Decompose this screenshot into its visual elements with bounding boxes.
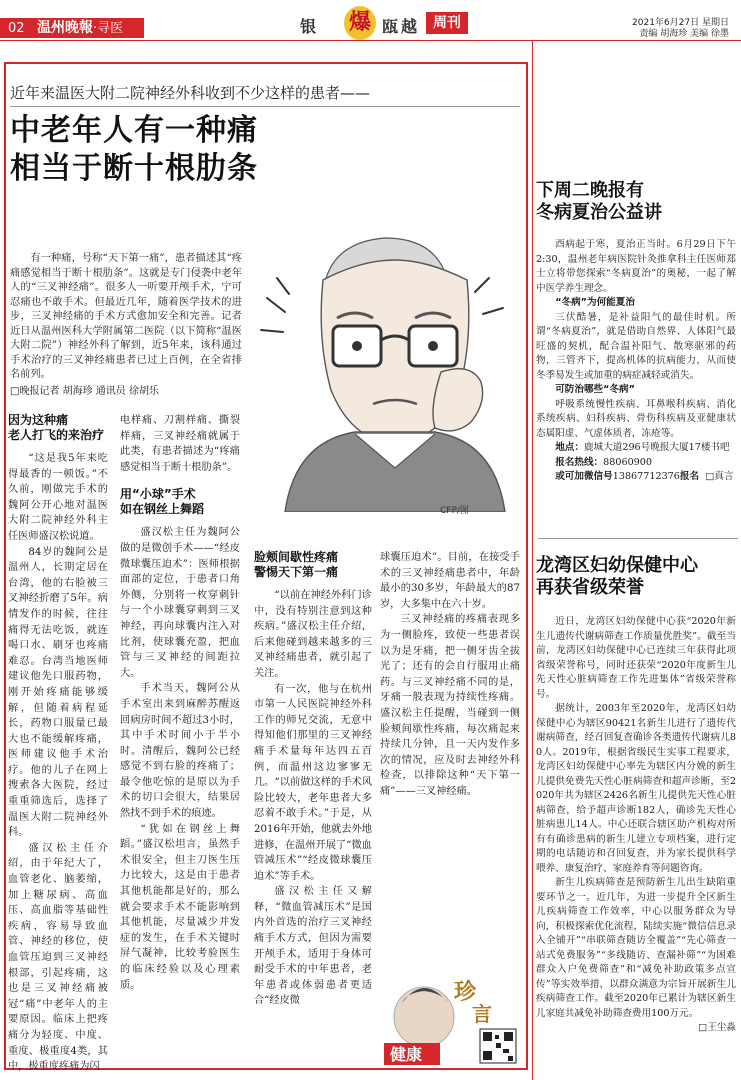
hand-shape (433, 369, 483, 431)
phone-label: 报名热线： (555, 456, 604, 468)
col4-paragraph: 球囊压迫术”。目前，在接受手术的三叉神经痛患者中，年龄最小的30多岁，年龄最大的87岁，大多集中在六十岁。 (380, 552, 520, 610)
col3-subhead: 脸颊间歇性疼痛 警惕天下第一痛 (254, 550, 339, 579)
col1-paragraph: 盛汉松主任介绍，由于年纪大了，血管老化、脑萎缩，加上糖尿病、高血压、高血脂等基础性疾病，容易导致血管、神经的移位，使血管压迫到三叉神经根部，引起疼痛，这也是三叉神经痛被冠“痛”中老年人的主要原因。临床上把疼痛分为轻度、中度、重度、极重度4类，其中，极重度疼痛为闪 (8, 842, 108, 1073)
photo-credit: CFP/图 (440, 506, 469, 516)
event-wechat (536, 470, 736, 485)
col2-paragraph: “犹如在钢丝上舞蹈。”盛汉松坦言，虽然手术很安全，但主刀医生压力比较大，这是由于患者其他机能都是好的，那么就会要求手术不能影响到其他机能，尽量减少并发症的发生，在手术关键时屏气凝神，比较考验医生的临床经验以及心理素质。 (120, 823, 240, 991)
masthead-logo (300, 6, 465, 40)
column-rule (532, 40, 533, 1080)
paper-name: 温州晚報 (36, 20, 93, 36)
sidebar1-author: □真言 (705, 471, 734, 482)
phone-value: 88060900 (603, 456, 652, 468)
col1-paragraph: 84岁的魏阿公是温州人，长期定居在台湾，他的右脸被三叉神经折磨了5年。病情发作的时候，往往痛得无法吃饭，就连喝口水、刷牙也疼痛难忍。台湾当地医师建议他先口服药物，刚开始疼痛能够缓解，但随着病程延长，药物口服量已最大也不能缓解疼痛，医师建议他手术治疗。他的儿子在网上搜索各大医院，经过重重筛选后，选择了温医大附二院神经外科。 (8, 546, 108, 839)
sidebar1-subhead: 可防治哪些“冬病” (555, 384, 635, 395)
quote-word-zhen: 珍 (454, 979, 477, 1005)
event-phone (536, 456, 736, 471)
sidebar-article-1 (536, 180, 736, 485)
article-column-2 (120, 413, 240, 993)
col2-paragraph: 电样痛、刀割样痛、撕裂样痛，三叉神经痛就属于此类，有患者描述为“疼痛感觉相当于断十根肋条”。 (120, 415, 240, 473)
reporter-avatar (394, 987, 454, 1047)
elderly-man-illustration (245, 222, 525, 512)
issue-date (632, 18, 729, 40)
col2-subhead: 用“小球”手术 如在钢丝上舞蹈 (120, 487, 205, 517)
sidebar2-paragraph: 据统计，2003年至2020年，龙湾区妇幼保健中心为辖区90421名新生儿进行了遗传代谢病筛查，经召回复查确诊各类遗传代谢病儿80人。2019年，根据省级民生实事工程要求，龙湾区妇幼保健中心率先为辖区内分娩的新生儿提供免费先天性心脏病筛查和超声诊断，至2020年共为辖区2426名新生儿提供先天性心脏病筛查，给予超声诊断182人，确诊先天性心脏病患儿14人。中心还联合辖区助产机构对所有有确诊患病的新生儿建立专项档案，进行定期的电话随访和召回复查，并为家长提供科学喂养、康复治疗、家庭养育等问题咨询。 (536, 703, 736, 874)
wechat-suffix: 报名 (679, 471, 700, 482)
sidebar-article-2 (536, 555, 736, 1036)
col2-paragraph: 手术当天，魏阿公从手术室出来到麻醉苏醒返回病房时间不超过3小时，其中手术时间小于半小时。清醒后，魏阿公已经感觉不到右脸的疼痛了；最令他吃惊的是原以为手术的切口会很大，结果居然找不到手术的痕迹。 (120, 683, 240, 820)
headline-line-1: 中老年人有一种痛 (10, 113, 258, 148)
masthead-right: 瓯越 (382, 17, 421, 36)
event-place (536, 441, 736, 456)
wechat-label: 或可加微信号 (555, 471, 613, 482)
page-number: 02 (8, 21, 25, 36)
kicker-rule (10, 106, 520, 107)
date-text: 2021年6月27日 星期日 (632, 18, 729, 28)
article-byline: □晚报记者 胡海珍 通讯员 徐胡乐 (10, 386, 159, 397)
masthead-tag: 周刊 (426, 12, 468, 34)
col1-subhead: 因为这种痛 老人打飞的来治疗 (8, 413, 105, 442)
masthead-left: 银 (300, 17, 320, 36)
masthead-burst: 爆 (344, 6, 376, 40)
page-header (0, 0, 741, 40)
place-value: 鹿城大道296号晚报大厦17楼书吧 (583, 442, 730, 453)
wechat-value: 13867712376 (612, 471, 680, 482)
article-intro: 有一种痛，号称“天下第一痛”，患者描述其“疼痛感觉相当于断十根肋条”。这就是专门侵袭中老年人的“三叉神经痛”。很多人一听要开颅手术，宁可忍痛也不敢手术。但最近几年，随着医学技术的进步，三叉神经痛的手术方式愈加安全和完善。记者近日从温州医科大学附属第二医院（以下简称“温医大附二院”）神经外科了解到，近5年来，该科通过手术治疗的三叉神经痛患者已过上百例，在全省排名前列。 (10, 253, 242, 380)
page-section-bar (0, 18, 144, 38)
sidebar2-paragraph: 近日，龙湾区妇幼保健中心获“2020年新生儿遗传代谢病筛查工作质量优胜奖”。截至当前，龙湾区妇幼保健中心已连续三年获得此项省级荣誉称号，同时还获荣“2020年度新生儿先天性心脏病筛查工作先进集体”省级荣誉称号。 (536, 616, 736, 700)
col3-paragraph: “以前在神经外科门诊中，没有特别注意到这种疾病。”盛汉松主任介绍，后来他碰到越来越多的三叉神经痛患者，就引起了关注。 (254, 590, 372, 679)
article-column-3 (254, 550, 372, 1009)
sidebar1-subhead: “冬病”为何能夏治 (555, 297, 635, 308)
sidebar1-paragraph: 呼吸系统慢性疾病、耳鼻喉科疾病、消化系统疾病、妇科疾病、骨伤科疾病及亚健康状态属阳虚、气虚体质者，冻疮等。 (536, 398, 736, 439)
qr-code-icon (480, 1029, 516, 1063)
col3-paragraph: 盛汉松主任又解释，“微血管减压术”是国内外首选的治疗三叉神经痛手术方式，但因为需要开颅手术，适用于身体可耐受手术的中年患者，老年患者或体弱患者更适合“经皮微 (254, 886, 372, 1007)
section-name: ·寻医 (92, 21, 124, 36)
headline-line-2: 相当于断十根肋条 (10, 151, 258, 186)
article-column-1 (8, 413, 108, 1075)
sidebar1-paragraph: 酉病起于寒，夏治正当时。6月29日下午2:30，温州老年病医院针灸推拿科主任医师郑士立将带您探索“冬病夏治”的奥秘，一起了解中医学养生理念。 (536, 239, 736, 294)
col3-paragraph: 有一次，他与在杭州市第一人民医院神经外科工作的师兄交流，无意中得知他们那里的三叉神经痛手术量每年达四五百例，而温州这边寥寥无几。“以前做这样的手术风险比较大，老年患者大多忍着不敢手术。”于是，从2016年开始，他就去外地进修，在温州开展了“微血管减压术”“经皮微球囊压迫术”等手术。 (254, 683, 372, 882)
col1-paragraph: “这是我5年来吃得最香的一顿饭。”不久前，刚做完手术的魏阿公开心地对温医大附二院神经外科主任医师盛汉松说道。 (8, 453, 108, 542)
place-label: 地点： (555, 442, 584, 453)
sidebar-divider (538, 538, 738, 539)
health-quote-ad (384, 973, 522, 1065)
col4-paragraph: 三叉神经痛的疼痛表现多为一侧脸疼，致使一些患者误以为是牙痛，把一侧牙齿全拔光了；还有的会自行服用止痛药。与三叉神经痛不同的是，牙痛一般表现为持续性疼痛。盛汉松主任提醒，当碰到一侧脸颊间歇性疼痛，每次痛起来持续几分钟，且一天内发作多次的情况，应及时去神经外科检查，以排除这种“天下第一痛”——三叉神经痛。 (380, 614, 520, 797)
header-rule (0, 40, 741, 41)
sidebar2-author: □王尘淼 (698, 1022, 736, 1033)
article-headline (10, 112, 370, 188)
quote-word-jiankang: 健康 (390, 1045, 423, 1064)
col2-paragraph: 盛汉松主任为魏阿公做的是微创手术——“经皮微球囊压迫术”：医师根据面部的定位，于患者口角外侧，分别将一枚穿刺针与一个小球囊穿刺到三叉神经，再向球囊内注入对比剂，使球囊充盈，把血管与三叉神经的间距拉大。 (120, 527, 240, 679)
quote-word-yan: 言 (472, 1002, 492, 1026)
sidebar2-paragraph: 新生儿疾病筛查是预防新生儿出生缺陷重要环节之一。近几年，为进一步提升全区新生儿疾病筛查工作效率，中心以服务群众为导向，积极探索优化流程，陆续实施“微信信息录入全铺开”“串联筛查随访全覆盖”“先心筛查一站式免费服务”“多线随访、查漏补筛”“为困难群众入户免费筛查”和“减免补助政策多点宣传”等实效举措，以群众满意为宗旨开展新生儿疾病筛查工作。截至2020年已累计为辖区新生儿家庭共减免补助筛查费用100万元。 (536, 877, 736, 1019)
sidebar1-title: 下周二晚报有 冬病夏治公益讲 (536, 180, 662, 223)
editors-text: 责编 胡海珍 美编 徐墨 (639, 29, 729, 39)
article-column-4 (380, 550, 520, 800)
article-kicker: 近年来温医大附二院神经外科收到不少这样的患者—— (10, 84, 371, 102)
sidebar1-paragraph: 三伏酷暑，是补益阳气的最佳时机。所谓“冬病夏治”，就是借助自然界、人体阳气最旺盛的契机，配合温补阳气、散寒驱邪的药物，三管齐下，提高机体的抗病能力，从而使冬季易发生或加重的病症减轻或消失。 (536, 311, 736, 381)
sidebar2-title: 龙湾区妇幼保健中心 再获省级荣誉 (536, 555, 698, 598)
